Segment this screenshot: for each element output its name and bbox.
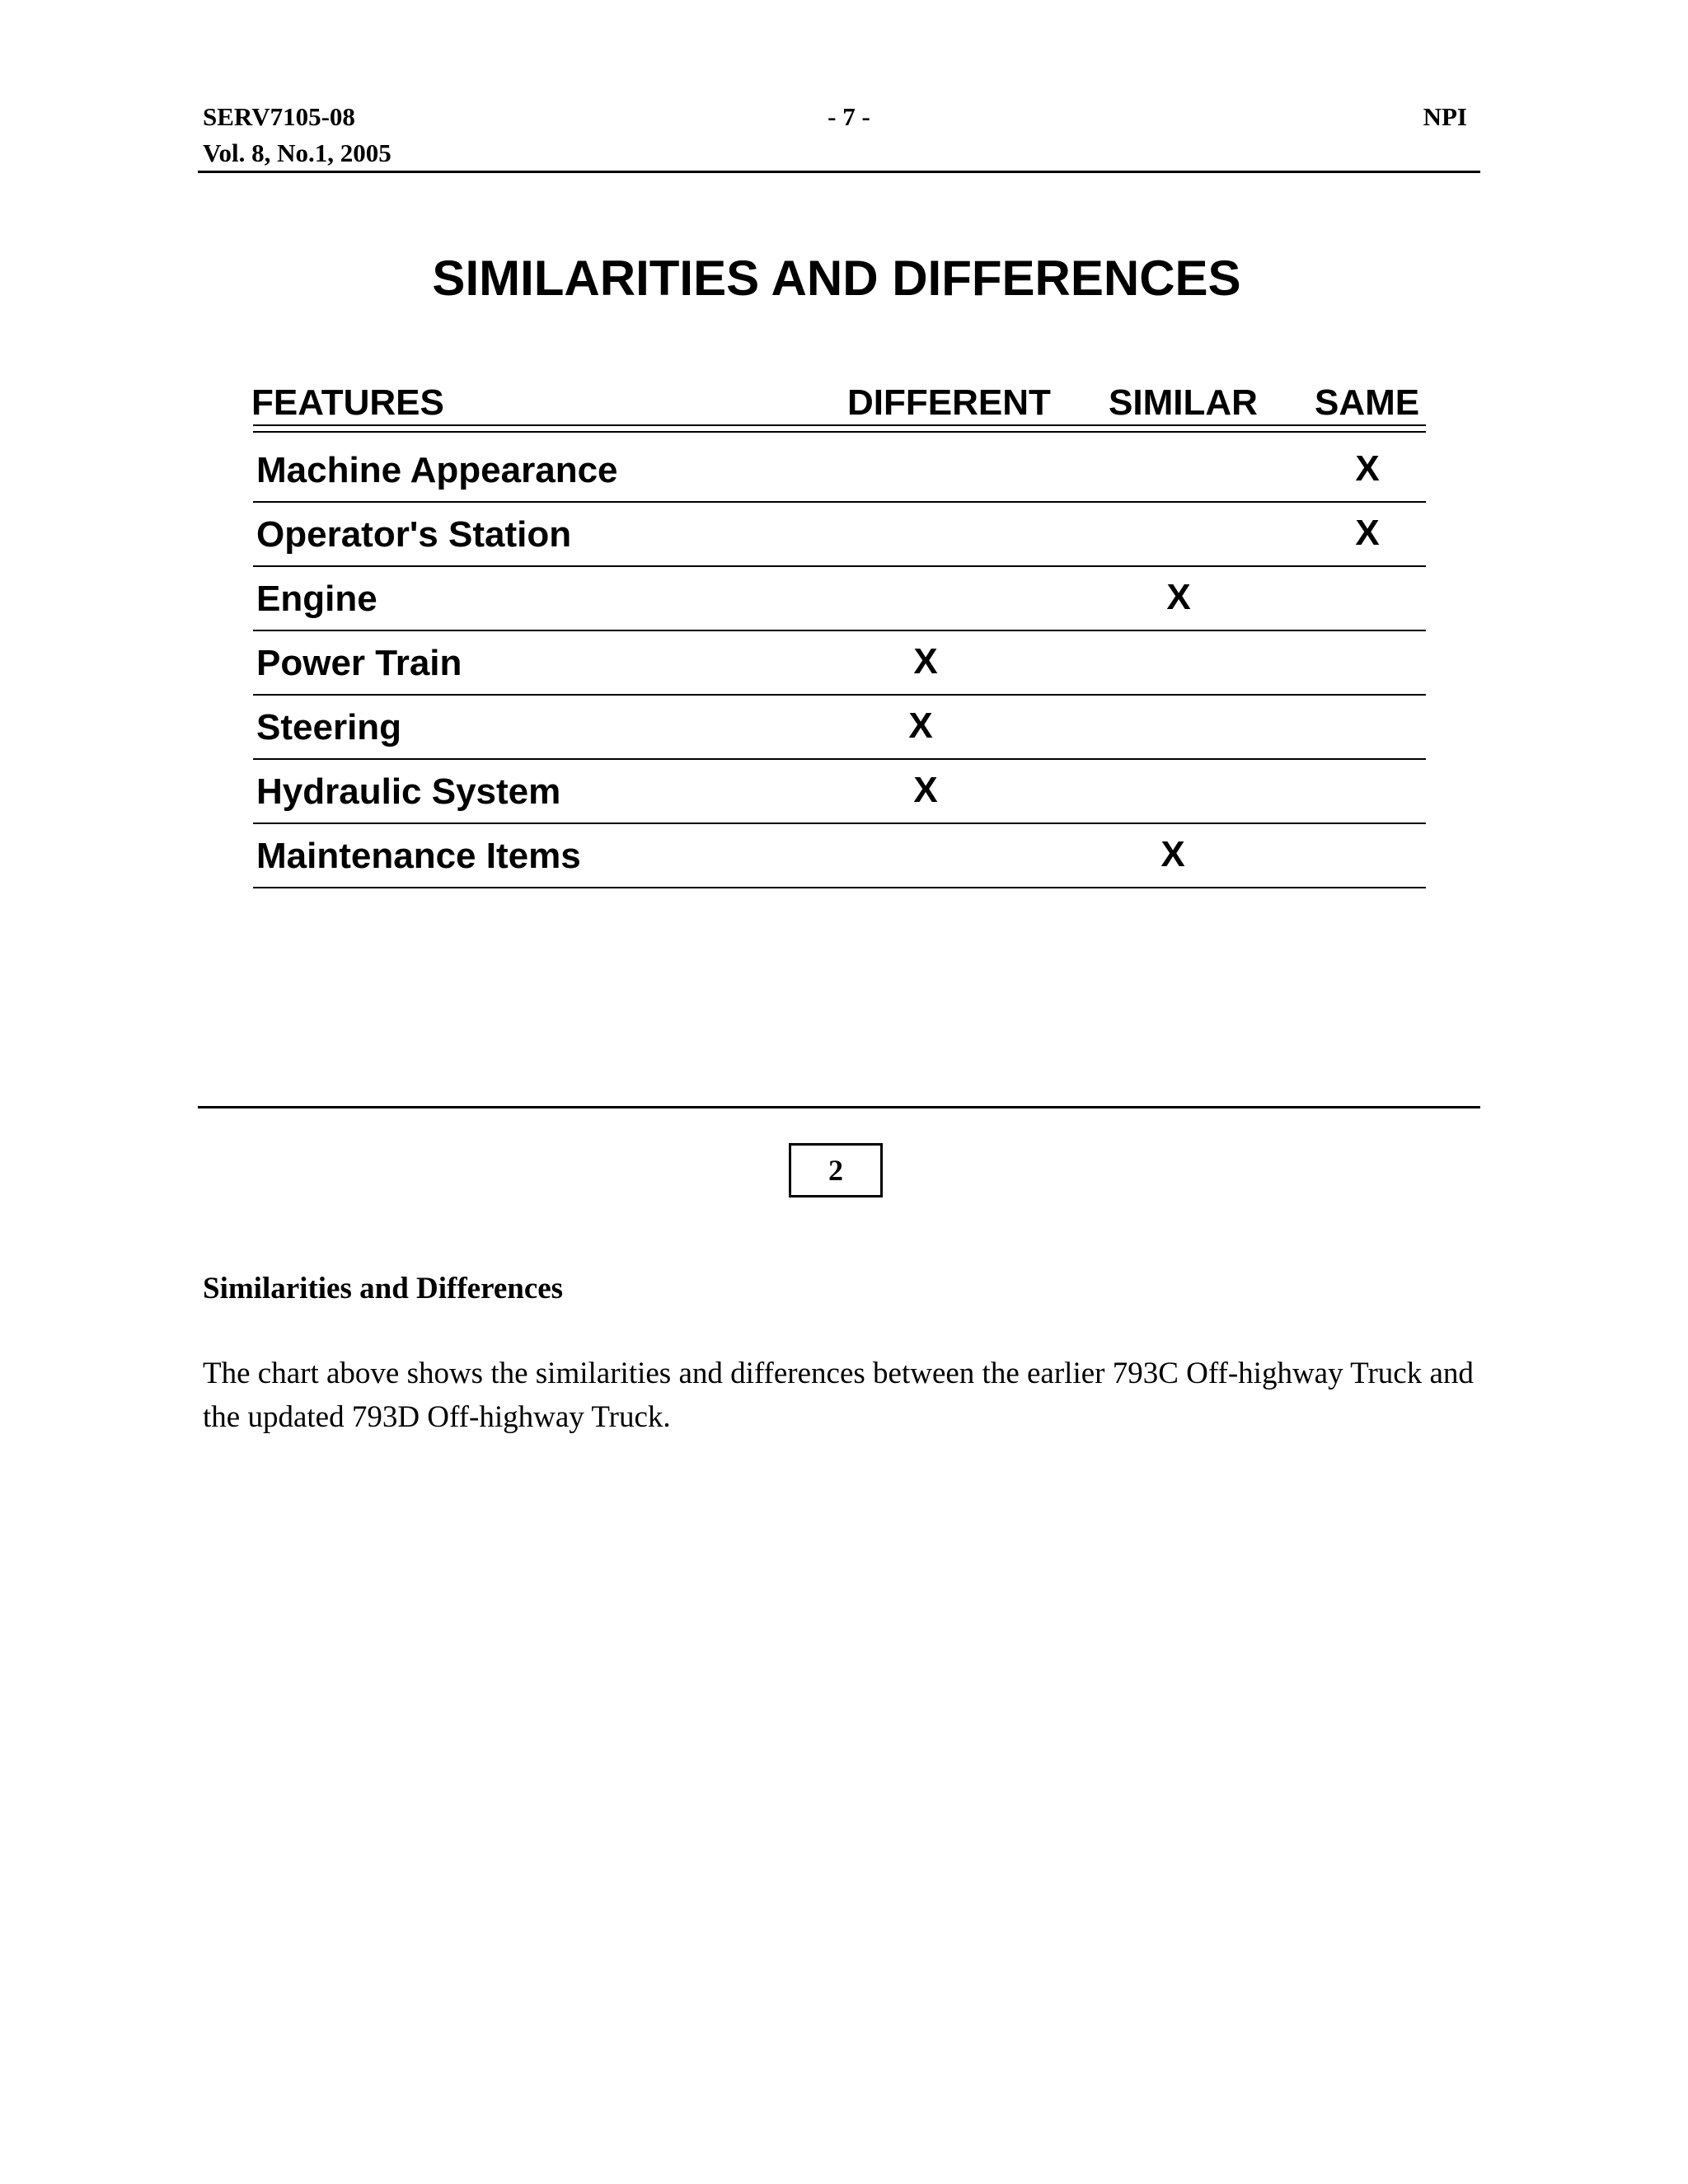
body-paragraph: The chart above shows the similarities and differences between the earlier 793C Off-highway Truck and the updated 793D Off-highway Truck. — [203, 1357, 1474, 1434]
table-row — [253, 503, 1426, 567]
column-header-same: SAME — [1315, 382, 1420, 423]
column-header-different: DIFFERENT — [847, 382, 1051, 423]
feature-label: Engine — [256, 579, 377, 619]
feature-label: Steering — [256, 707, 402, 748]
similar-mark: X — [1166, 577, 1191, 617]
different-mark: X — [913, 641, 938, 682]
feature-label: Machine Appearance — [256, 450, 618, 490]
different-mark: X — [913, 770, 938, 810]
table-row — [253, 696, 1426, 760]
table-row — [253, 824, 1426, 888]
section-heading: Similarities and Differences — [203, 1272, 564, 1305]
column-header-similar: SIMILAR — [1109, 382, 1258, 423]
page-number: - 7 - — [828, 102, 870, 131]
document-id: SERV7105-08 — [203, 102, 355, 131]
table-row — [253, 438, 1426, 503]
column-header-features: FEATURES — [251, 382, 444, 423]
feature-label: Power Train — [256, 643, 462, 683]
table-row — [253, 760, 1426, 824]
feature-label: Hydraulic System — [256, 771, 561, 812]
slide-bottom-rule — [198, 1106, 1480, 1108]
similar-mark: X — [1160, 834, 1185, 874]
header-rule — [198, 171, 1480, 173]
feature-label: Operator's Station — [256, 514, 572, 555]
feature-label: Maintenance Items — [256, 836, 581, 876]
slide-title: SIMILARITIES AND DIFFERENCES — [432, 251, 1241, 306]
table-header-rule — [253, 431, 1426, 433]
same-mark: X — [1355, 513, 1380, 553]
different-mark: X — [908, 705, 933, 746]
row-rule — [253, 887, 1426, 888]
slide-number: 2 — [789, 1143, 883, 1197]
same-mark: X — [1355, 448, 1380, 489]
table-header-rule — [253, 424, 1426, 426]
table-row — [253, 567, 1426, 631]
table-row — [253, 631, 1426, 696]
series-label: NPI — [1423, 102, 1467, 131]
volume-info: Vol. 8, No.1, 2005 — [203, 138, 392, 167]
